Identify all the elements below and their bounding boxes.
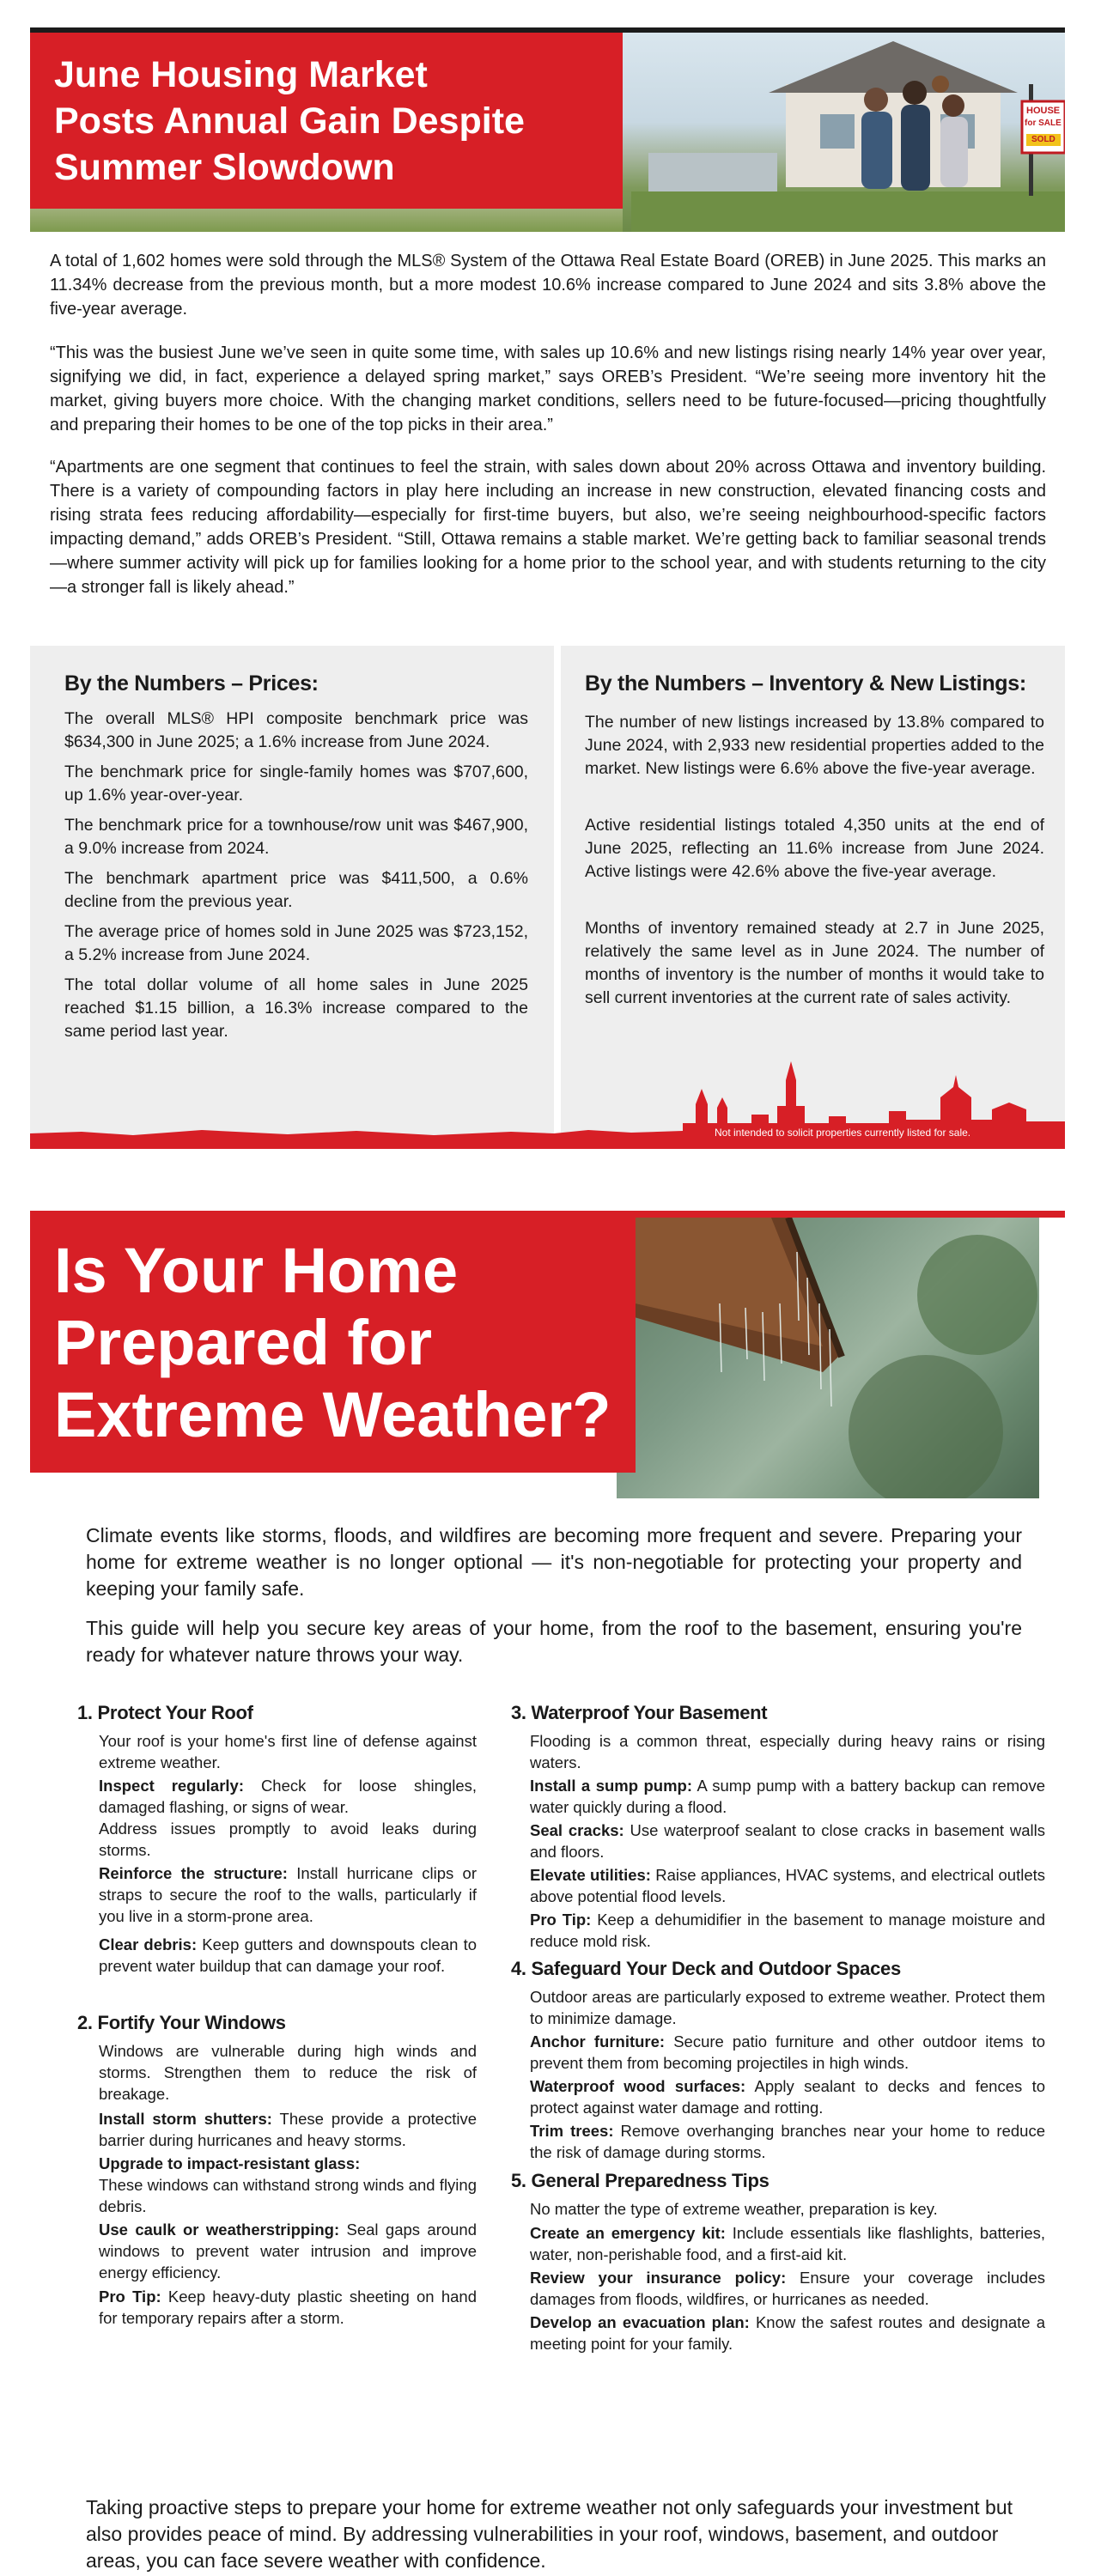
roof-tip: Inspect regularly: Check for loose shingles, damaged flashing, or signs of wear.	[99, 1777, 477, 1816]
windows-tip: Pro Tip: Keep heavy-duty plastic sheeting on hand for temporary repairs after a storm.	[99, 2287, 478, 2327]
general-heading: 5. General Preparedness Tips	[511, 2170, 770, 2191]
deck-intro: Outdoor areas are particularly exposed to extreme weather. Protect them to minimize damage.	[530, 1988, 1045, 2027]
basement-tip: Elevate utilities: Raise appliances, HVAC systems, and electrical outlets above potential flood levels.	[530, 1866, 1045, 1905]
inventory-item: The number of new listings increased by 13.8% compared to June 2024, with 2,933 new residential properties added to the market. New listings were 6.6% above the five-year average.	[585, 713, 1044, 778]
roof-tip: Reinforce the structure: Install hurricane clips or straps to secure the roof to the walls, particularly if you live in a storm-prone area.	[99, 1864, 477, 1925]
housing-hero	[30, 33, 1065, 232]
sign-sold-label: SOLD	[1031, 135, 1055, 144]
windows-tip: Install storm shutters: These provide a protective barrier during hurricanes and heavy storms.	[99, 2110, 477, 2149]
page-title: June Housing Market Posts Annual Gain Despite Summer Slowdown	[54, 54, 525, 188]
sign-house-label: HOUSE	[1026, 106, 1061, 116]
article-paragraph: “This was the busiest June we’ve seen in quite some time, with sales up 10.6% and new listings rising nearly 14% year over year, signifying we did, in fact, experience a delayed spring market,” says OREB’s President. “We’re seeing more inventory hit the market, giving buyers more choice. With the changing market conditions, sellers need to be future-focused—pricing thoughtfully and preparing their homes to be one of the top picks in their area.”	[50, 343, 1046, 434]
grass-strip	[30, 209, 623, 232]
inventory-item: Months of inventory remained steady at 2.7 in June 2025, relatively the same level as in June 2024. The number of months of inventory is the number of months it would take to sell current inventories at the current rate of sales activity.	[585, 919, 1044, 1007]
price-item: The benchmark price for single-family homes was $707,600, up 1.6% year-over-year.	[64, 762, 528, 805]
price-item: The overall MLS® HPI composite benchmark price was $634,300 in June 2025; a 1.6% increase from June 2024.	[64, 709, 528, 751]
roof-intro: Your roof is your home's first line of defense against extreme weather.	[99, 1732, 477, 1771]
section-title: Is Your Home Prepared for Extreme Weather?	[54, 1235, 611, 1450]
windows-intro: Windows are vulnerable during high winds and storms. Strengthen them to reduce the risk of breakage.	[99, 2042, 477, 2103]
general-tip: Create an emergency kit: Include essentials like flashlights, batteries, water, non-perishable food, and a first-aid kit.	[530, 2224, 1045, 2263]
roof-tip: Clear debris: Keep gutters and downspouts clean to prevent water buildup that can damage your roof.	[99, 1935, 477, 1975]
deck-tip: Trim trees: Remove overhanging branches near your home to reduce the risk of damage during storms.	[530, 2122, 1045, 2161]
basement-tip: Pro Tip: Keep a dehumidifier in the basement to manage moisture and reduce mold risk.	[530, 1911, 1046, 1950]
article-paragraph: A total of 1,602 homes were sold through the MLS® System of the Ottawa Real Estate Board (OREB) in June 2025. This marks an 11.34% decrease from the previous month, but a more modest 10.6% increase compared to June 2024 and sits 3.8% above the five-year average.	[50, 252, 1046, 319]
deck-tip: Waterproof wood surfaces: Apply sealant to decks and fences to protect against water damage and rotting.	[530, 2077, 1046, 2117]
price-item: The benchmark apartment price was $411,500, a 0.6% decline from the previous year.	[64, 869, 528, 911]
roof-heading: 1. Protect Your Roof	[77, 1702, 253, 1723]
sign-forsale-label: for SALE	[1025, 118, 1062, 128]
intro-paragraph: Climate events like storms, floods, and wildfires are becoming more frequent and severe. Preparing your home for extreme weather is no longer optional — it's non-negotiable for protecting your property and keeping your family safe.	[86, 1524, 1022, 1600]
inventory-item: Active residential listings totaled 4,350 units at the end of June 2025, reflecting an 11.6% increase from June 2024. Active listings were 42.6% above the five-year average.	[585, 816, 1044, 881]
general-tip: Develop an evacuation plan: Know the safest routes and designate a meeting point for your family.	[530, 2313, 1045, 2353]
windows-heading: 2. Fortify Your Windows	[77, 2012, 286, 2033]
windows-tip: Use caulk or weatherstripping: Seal gaps around windows to prevent water intrusion and improve energy efficiency.	[99, 2221, 478, 2281]
general-intro: No matter the type of extreme weather, preparation is key.	[530, 2200, 938, 2218]
closing-paragraph: Taking proactive steps to prepare your home for extreme weather not only safeguards your investment but also provides peace of mind. By addressing vulnerabilities in your roof, windows, basement, and outdoor areas, you can face severe weather with confidence.	[86, 2496, 1013, 2572]
price-item: The total dollar volume of all home sales in June 2025 reached $1.15 billion, a 16.3% increase compared to the same period last year.	[64, 975, 528, 1041]
basement-heading: 3. Waterproof Your Basement	[511, 1702, 768, 1723]
deck-tip: Anchor furniture: Secure patio furniture and other outdoor items to prevent them from becoming projectiles in high winds.	[530, 2032, 1045, 2072]
general-tip: Review your insurance policy: Ensure your coverage includes damages from floods, wildfires, or hurricanes as needed.	[530, 2269, 1046, 2308]
weather-hero	[30, 1211, 1065, 1498]
top-red-rule	[636, 1211, 1065, 1218]
price-item: The benchmark price for a townhouse/row unit was $467,900, a 9.0% increase from 2024.	[64, 816, 528, 858]
prices-heading: By the Numbers – Prices:	[64, 671, 319, 696]
windows-tip: Upgrade to impact-resistant glass: These windows can withstand strong winds and flying debris.	[99, 2154, 477, 2215]
price-item: The average price of homes sold in June 2025 was $723,152, a 5.2% increase from June 2024.	[64, 922, 528, 964]
basement-tip: Install a sump pump: A sump pump with a battery backup can remove water quickly during a flood.	[530, 1777, 1045, 1816]
basement-intro: Flooding is a common threat, especially during heavy rains or rising waters.	[530, 1732, 1045, 1771]
disclaimer-text: Not intended to solicit properties currently listed for sale.	[715, 1127, 971, 1139]
intro-paragraph: This guide will help you secure key areas of your home, from the roof to the basement, ensuring you're ready for whatever nature throws your way.	[86, 1617, 1022, 1666]
inventory-heading: By the Numbers – Inventory & New Listings:	[585, 671, 1026, 696]
deck-heading: 4. Safeguard Your Deck and Outdoor Spaces	[511, 1958, 901, 1979]
basement-tip: Seal cracks: Use waterproof sealant to close cracks in basement walls and floors.	[530, 1821, 1045, 1861]
rain-roof-photo	[617, 1218, 1039, 1498]
article-paragraph: “Apartments are one segment that continues to feel the strain, with sales down about 20% across Ottawa and inventory building. There is a variety of compounding factors in play here including an increase in new construction, elevated financing costs and rising strata fees reducing affordability—especially for first-time buyers, but also, we’re seeing neighbourhood-specific factors impacting demand,” adds OREB’s President. “Still, Ottawa remains a stable market. We’re getting back to familiar seasonal trends—where summer activity will pick up for families looking for a home prior to the school year, and with students returning to the city—a stronger fall is likely ahead.”	[50, 458, 1046, 597]
roof-tip: Address issues promptly to avoid leaks during storms.	[99, 1820, 477, 1859]
